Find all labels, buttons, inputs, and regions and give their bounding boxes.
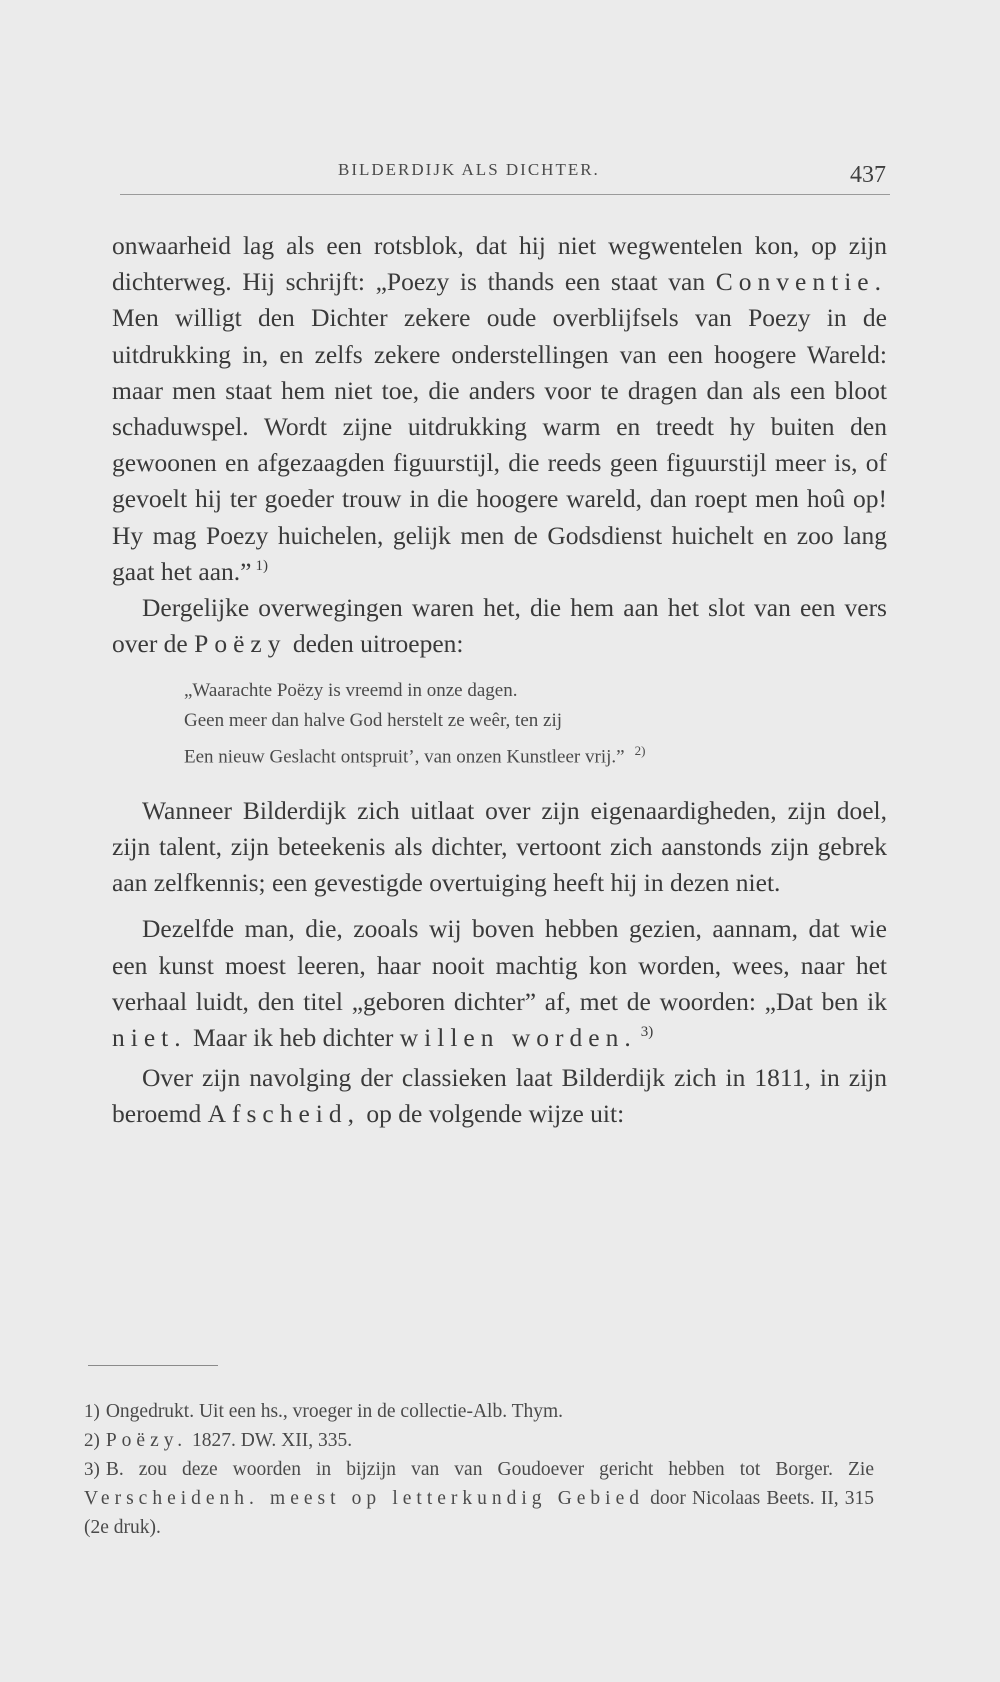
paragraph-2-spaced: Poëzy (194, 629, 287, 659)
footnote-3-text-before: B. zou deze woorden in bijzijn van van Goudoever gericht hebben tot Borger. Zie (105, 1459, 874, 1480)
verse-line-1: „Waarachte Poëzy is vreemd in onze dagen. (184, 680, 518, 702)
footnote-1-text: Ongedrukt. Uit een hs., vroeger in de collectie-Alb. Thym. (105, 1401, 564, 1422)
paragraph-2-text-before: Dergelijke overwegingen waren het, die hem aan het slot van een vers over de (112, 593, 887, 659)
paragraph-4-spaced-1: niet. (112, 1022, 187, 1052)
footnote-2-text: 1827. DW. XII, 335. (187, 1430, 353, 1451)
running-title: BILDERDIJK ALS DICHTER. (338, 160, 600, 179)
paragraph-5-spaced: Afscheid, (207, 1099, 361, 1129)
footnote-3-spaced: Verscheidenh. meest op letterkundig Gebied (84, 1488, 645, 1509)
footnote-1 (84, 1397, 874, 1426)
running-head (120, 150, 890, 200)
header-rule (120, 194, 890, 195)
paragraph-2-text-after: deden uitroepen: (286, 629, 464, 659)
paragraph-1-text: onwaarheid lag als een rotsblok, dat hij niet wegwentelen kon, op zijn dichterweg. Hij schrijft: „Poezy is thands een staat van (112, 231, 887, 297)
paragraph-5-text-after: op de volgende wijze uit: (360, 1099, 625, 1129)
footnote-ref-2[interactable]: 2) (634, 743, 646, 759)
paragraph-5-text-before: Over zijn navolging der classieken laat Bilderdijk zich in 1811, in zijn beroemd (112, 1063, 887, 1129)
body-text (112, 228, 887, 1133)
paragraph-4-spaced-2: willen worden. (399, 1022, 637, 1052)
paragraph-2 (112, 590, 887, 662)
footnote-3-text-after: door Nicolaas Beets. II, 315 (2e druk). (84, 1488, 875, 1538)
paragraph-1-rest: Men willigt den Dichter zekere oude overblijfsels van Poezy in de uitdrukking in, en zelfs zekere onderstellingen van een hoogere Wareld: maar men staat hem niet toe, die anders voor te dragen dan als een bloot schaduwspel. Wordt zijne uitdrukking warm en treedt hy buiten den gewoonen en afgezaagden figuurstijl, die reeds geen figuurstijl meer is, of gevoelt hij ter goeder trouw in die hoogere wareld, dan roept men hoû op! Hy mag Poezy huichelen, gelijk men de Godsdienst huichelt en zoo lang gaat het aan.” (112, 303, 887, 586)
footnote-rule (88, 1365, 218, 1366)
footnote-1-number: 1) (84, 1401, 100, 1422)
footnote-2 (84, 1426, 874, 1455)
footnote-2-spaced: Poëzy. (105, 1430, 188, 1451)
verse-quote (112, 676, 887, 772)
paragraph-1 (112, 228, 887, 590)
verse-line-2: Geen meer dan halve God herstelt ze weêr, ten zij (184, 710, 563, 732)
footnote-3 (84, 1455, 874, 1542)
footnotes (84, 1397, 874, 1542)
footnote-ref-1[interactable]: 1) (255, 558, 268, 575)
paragraph-5 (112, 1060, 887, 1132)
paragraph-4 (112, 911, 887, 1056)
footnote-2-number: 2) (84, 1430, 100, 1451)
footnote-3-number: 3) (84, 1459, 100, 1480)
paragraph-3: Wanneer Bilderdijk zich uitlaat over zijn eigenaardigheden, zijn doel, zijn talent, zijn beteekenis als dichter, vertoont zich aanstonds zijn gebrek aan zelfkennis; een gevestigde overtuiging heeft hij in dezen niet. (112, 795, 887, 898)
verse-line-3-wrap (184, 736, 887, 772)
verse-line-3: Een nieuw Geslacht ontspruit’, van onzen Kunstleer vrij.” (184, 746, 625, 768)
paragraph-4-text-before: Dezelfde man, die, zooals wij boven hebben gezien, aannam, dat wie een kunst moest leeren, haar nooit machtig kon worden, wees, naar het verhaal luidt, den titel „geboren dichter” af, met de woorden: „Dat ben ik (112, 914, 887, 1016)
paragraph-4-text-middle: Maar ik heb dichter (186, 1022, 400, 1052)
page-number: 437 (850, 162, 886, 188)
paragraph-1-spaced: Conventie. (715, 267, 887, 297)
footnote-ref-3[interactable]: 3) (640, 1024, 654, 1041)
